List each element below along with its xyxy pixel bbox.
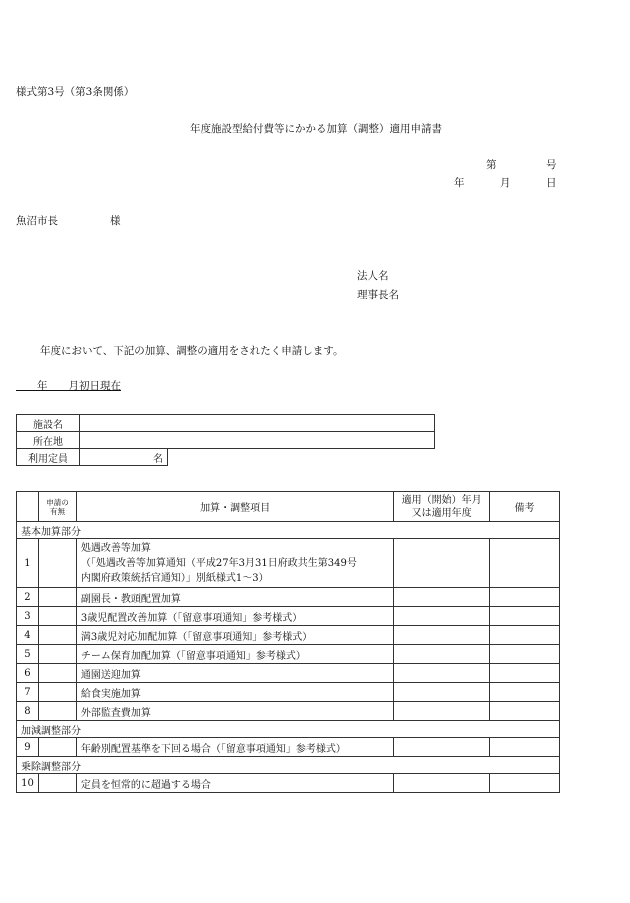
- row-number: 8: [17, 702, 39, 721]
- row-applied-cell[interactable]: [38, 588, 76, 607]
- row-item: 外部監査費加算: [76, 702, 393, 721]
- row-item: 通園送迎加算: [76, 664, 393, 683]
- header-period-line1: 適用（開始）年月: [401, 494, 482, 506]
- row-remarks-cell[interactable]: [490, 607, 560, 626]
- row-item: [76, 539, 393, 588]
- row-item-line: 処遇改善等加算: [80, 542, 151, 554]
- section-adjust: 加減調整部分: [17, 721, 560, 738]
- header-item: 加算・調整項目: [76, 492, 393, 522]
- date-day: 日: [546, 177, 557, 189]
- row-period-cell[interactable]: [394, 645, 490, 664]
- row-number: 5: [17, 645, 39, 664]
- row-number: 9: [17, 738, 39, 757]
- row-number: 1: [17, 539, 39, 588]
- header-period: [394, 492, 490, 522]
- row-remarks-cell[interactable]: [490, 626, 560, 645]
- capacity-label: 利用定員: [17, 449, 80, 466]
- row-number: 10: [17, 774, 39, 793]
- row-period-cell[interactable]: [394, 774, 490, 793]
- doc-number-go: 号: [546, 159, 557, 171]
- row-remarks-cell[interactable]: [490, 683, 560, 702]
- row-number: 4: [17, 626, 39, 645]
- capacity-unit: 名: [153, 453, 163, 465]
- section-multiply: 乗除調整部分: [17, 757, 560, 774]
- row-item: チーム保育加配加算（「留意事項通知」参考様式）: [76, 645, 393, 664]
- table-row: [17, 607, 560, 626]
- row-applied-cell[interactable]: [38, 702, 76, 721]
- row-remarks-cell[interactable]: [490, 702, 560, 721]
- row-period-cell[interactable]: [394, 626, 490, 645]
- header-applied: 申請の有無: [38, 492, 76, 522]
- row-remarks-cell[interactable]: [490, 738, 560, 757]
- row-item: 給食実施加算: [76, 683, 393, 702]
- row-number: 3: [17, 607, 39, 626]
- chairman-name-label: 理事長名: [357, 289, 399, 301]
- table-row: [17, 774, 560, 793]
- row-applied-cell[interactable]: [38, 645, 76, 664]
- row-item-line: 内閣府政策統括官通知）」別紙様式1～3）: [80, 572, 269, 584]
- table-row: [17, 738, 560, 757]
- row-remarks-cell[interactable]: [490, 774, 560, 793]
- capacity-value[interactable]: [80, 449, 168, 466]
- row-item: 年齢別配置基準を下回る場合（「留意事項通知」参考様式）: [76, 738, 393, 757]
- row-period-cell[interactable]: [394, 702, 490, 721]
- table-row: [17, 539, 560, 588]
- row-remarks-cell[interactable]: [490, 645, 560, 664]
- facility-name-label: 施設名: [17, 415, 80, 432]
- facility-info-table: [16, 414, 435, 466]
- addressee-name: 魚沼市長: [16, 215, 58, 227]
- application-statement: 年度において、下記の加算、調整の適用をされたく申請します。: [40, 345, 344, 357]
- row-item: 3歳児配置改善加算（「留意事項通知」参考様式）: [76, 607, 393, 626]
- row-period-cell[interactable]: [394, 683, 490, 702]
- row-applied-cell[interactable]: [38, 774, 76, 793]
- row-remarks-cell[interactable]: [490, 664, 560, 683]
- as-of-month: 月初日現在: [68, 380, 121, 392]
- row-period-cell[interactable]: [394, 588, 490, 607]
- table-row: [17, 683, 560, 702]
- addressee-sama: 様: [110, 215, 121, 227]
- row-period-cell[interactable]: [394, 738, 490, 757]
- row-period-cell[interactable]: [394, 607, 490, 626]
- table-row: [17, 702, 560, 721]
- table-header-row: [17, 492, 560, 522]
- table-row: [17, 626, 560, 645]
- corporation-name-label: 法人名: [357, 270, 389, 282]
- table-row: [17, 588, 560, 607]
- header-remarks: 備考: [490, 492, 560, 522]
- date-month: 月: [500, 177, 511, 189]
- row-remarks-cell[interactable]: [490, 588, 560, 607]
- row-item: 副園長・教頭配置加算: [76, 588, 393, 607]
- row-applied-cell[interactable]: [38, 683, 76, 702]
- row-item: 定員を恒常的に超過する場合: [76, 774, 393, 793]
- row-item-line: （「処遇改善等加算通知（平成27年3月31日府政共生第349号: [80, 557, 357, 569]
- facility-address-value[interactable]: [80, 432, 435, 449]
- row-number: 6: [17, 664, 39, 683]
- date-year: 年: [454, 177, 465, 189]
- row-applied-cell[interactable]: [38, 738, 76, 757]
- facility-address-label: 所在地: [17, 432, 80, 449]
- row-period-cell[interactable]: [394, 539, 490, 588]
- row-period-cell[interactable]: [394, 664, 490, 683]
- document-title: 年度施設型給付費等にかかる加算（調整）適用申請書: [190, 123, 442, 135]
- table-row: [17, 645, 560, 664]
- row-number: 7: [17, 683, 39, 702]
- row-applied-cell[interactable]: [38, 539, 76, 588]
- form-number: 様式第3号（第3条関係）: [16, 86, 135, 98]
- row-applied-cell[interactable]: [38, 664, 76, 683]
- row-item: 満3歳児対応加配加算（「留意事項通知」参考様式）: [76, 626, 393, 645]
- header-period-line2: 又は適用年度: [411, 507, 472, 519]
- section-basic: 基本加算部分: [17, 522, 560, 539]
- row-number: 2: [17, 588, 39, 607]
- doc-number-dai: 第: [486, 159, 497, 171]
- items-table: [16, 491, 560, 793]
- as-of-year: 年: [37, 380, 48, 392]
- table-row: [17, 664, 560, 683]
- row-remarks-cell[interactable]: [490, 539, 560, 588]
- row-applied-cell[interactable]: [38, 626, 76, 645]
- as-of-date: [16, 378, 121, 393]
- facility-name-value[interactable]: [80, 415, 435, 432]
- row-applied-cell[interactable]: [38, 607, 76, 626]
